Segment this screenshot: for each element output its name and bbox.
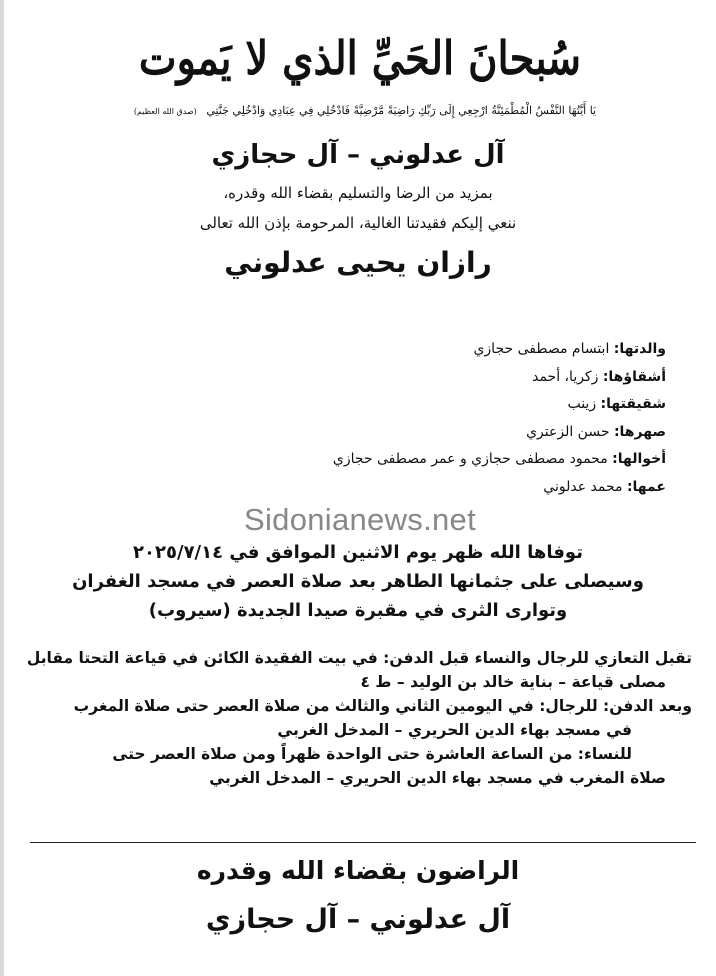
death-line-2: وسيصلى على جثمانها الطاهر بعد صلاة العصر في مسجد الغفران	[72, 571, 644, 592]
relative-value: زينب	[567, 396, 597, 412]
intro-line-1: بمزيد من الرضا والتسليم بقضاء الله وقدره،	[223, 184, 493, 202]
relative-value: زكريا، أحمد	[532, 368, 599, 385]
relative-value: ابتسام مصطفى حجازي	[473, 341, 610, 357]
death-line-3: وتوارى الثرى في مقبرة صيدا الجديدة (سيروب)	[148, 600, 568, 621]
verse-text: يَا أَيَّتُهَا النَّفْسُ الْمُطْمَئِنَّةُ ارْجِعِي إِلَى رَبِّكِ رَاضِيَةً مَّرْضِيَّةً فَادْخُلِي فِي عِبَادِي وَادْخُلِي جَنَّتِي	[206, 104, 597, 117]
death-notice	[60, 538, 656, 625]
condol-men-2: في مسجد بهاء الدين الحريري – المدخل الغربي	[277, 721, 632, 739]
relative-row	[146, 364, 666, 392]
condol-before-2: مصلى قياعة – بناية خالد بن الوليد – ط ٤	[360, 673, 666, 691]
relatives-list	[146, 336, 666, 501]
death-line-1: توفاها الله ظهر يوم الاثنين الموافق في ٢٠٢٥/٧/١٤	[133, 542, 583, 563]
condolences-info	[22, 646, 692, 790]
relative-label: والدتها:	[613, 341, 666, 357]
relative-row	[146, 336, 666, 364]
relative-value: محمد عدلوني	[543, 478, 623, 495]
relative-label: أشقاؤها:	[602, 368, 666, 385]
relative-row	[146, 446, 666, 474]
closing-line-2: آل عدلوني – آل حجازي	[205, 904, 511, 935]
page-edge	[0, 0, 4, 976]
watermark: Sidonianews.net	[244, 502, 476, 537]
divider	[30, 842, 696, 843]
deceased-name: رازان يحيى عدلوني	[224, 246, 492, 279]
closing-line-1: الراضون بقضاء الله وقدره	[196, 856, 520, 885]
relative-label: شقيقتها:	[600, 396, 666, 412]
relative-label: صهرها:	[613, 423, 666, 440]
relative-row	[146, 419, 666, 447]
relative-label: عمها:	[626, 478, 666, 495]
relative-label: أخوالها:	[612, 451, 666, 467]
condol-women-2: صلاة المغرب في مسجد بهاء الدين الحريري – المدخل الغربي	[209, 769, 666, 787]
relative-value: حسن الزعتري	[526, 423, 610, 440]
condol-before-1: تقبل التعازي للرجال والنساء قبل الدفن: في بيت الفقيدة الكائن في قياعة التحتا مقابل	[26, 649, 692, 667]
families-top: آل عدلوني – آل حجازي	[211, 140, 505, 170]
quran-verse	[110, 104, 620, 117]
condol-women-1: للنساء: من الساعة العاشرة حتى الواحدة ظهراً ومن صلاة العصر حتى	[112, 745, 632, 763]
condol-men-1: وبعد الدفن: للرجال: في اليومين الثاني والثالث من صلاة العصر حتى صلاة المغرب	[73, 697, 692, 715]
relative-row	[146, 474, 666, 502]
relative-value: محمود مصطفى حجازي و عمر مصطفى حجازي	[332, 451, 608, 467]
intro-line-2: ننعي إليكم فقيدتنا الغالية، المرحومة بإذن الله تعالى	[199, 214, 517, 232]
calligraphy-heading: سُبحانَ الحَيِّ الذي لا يَموت	[138, 30, 582, 86]
verse-end: (صدق الله العظيم)	[133, 107, 197, 116]
relative-row	[146, 391, 666, 419]
